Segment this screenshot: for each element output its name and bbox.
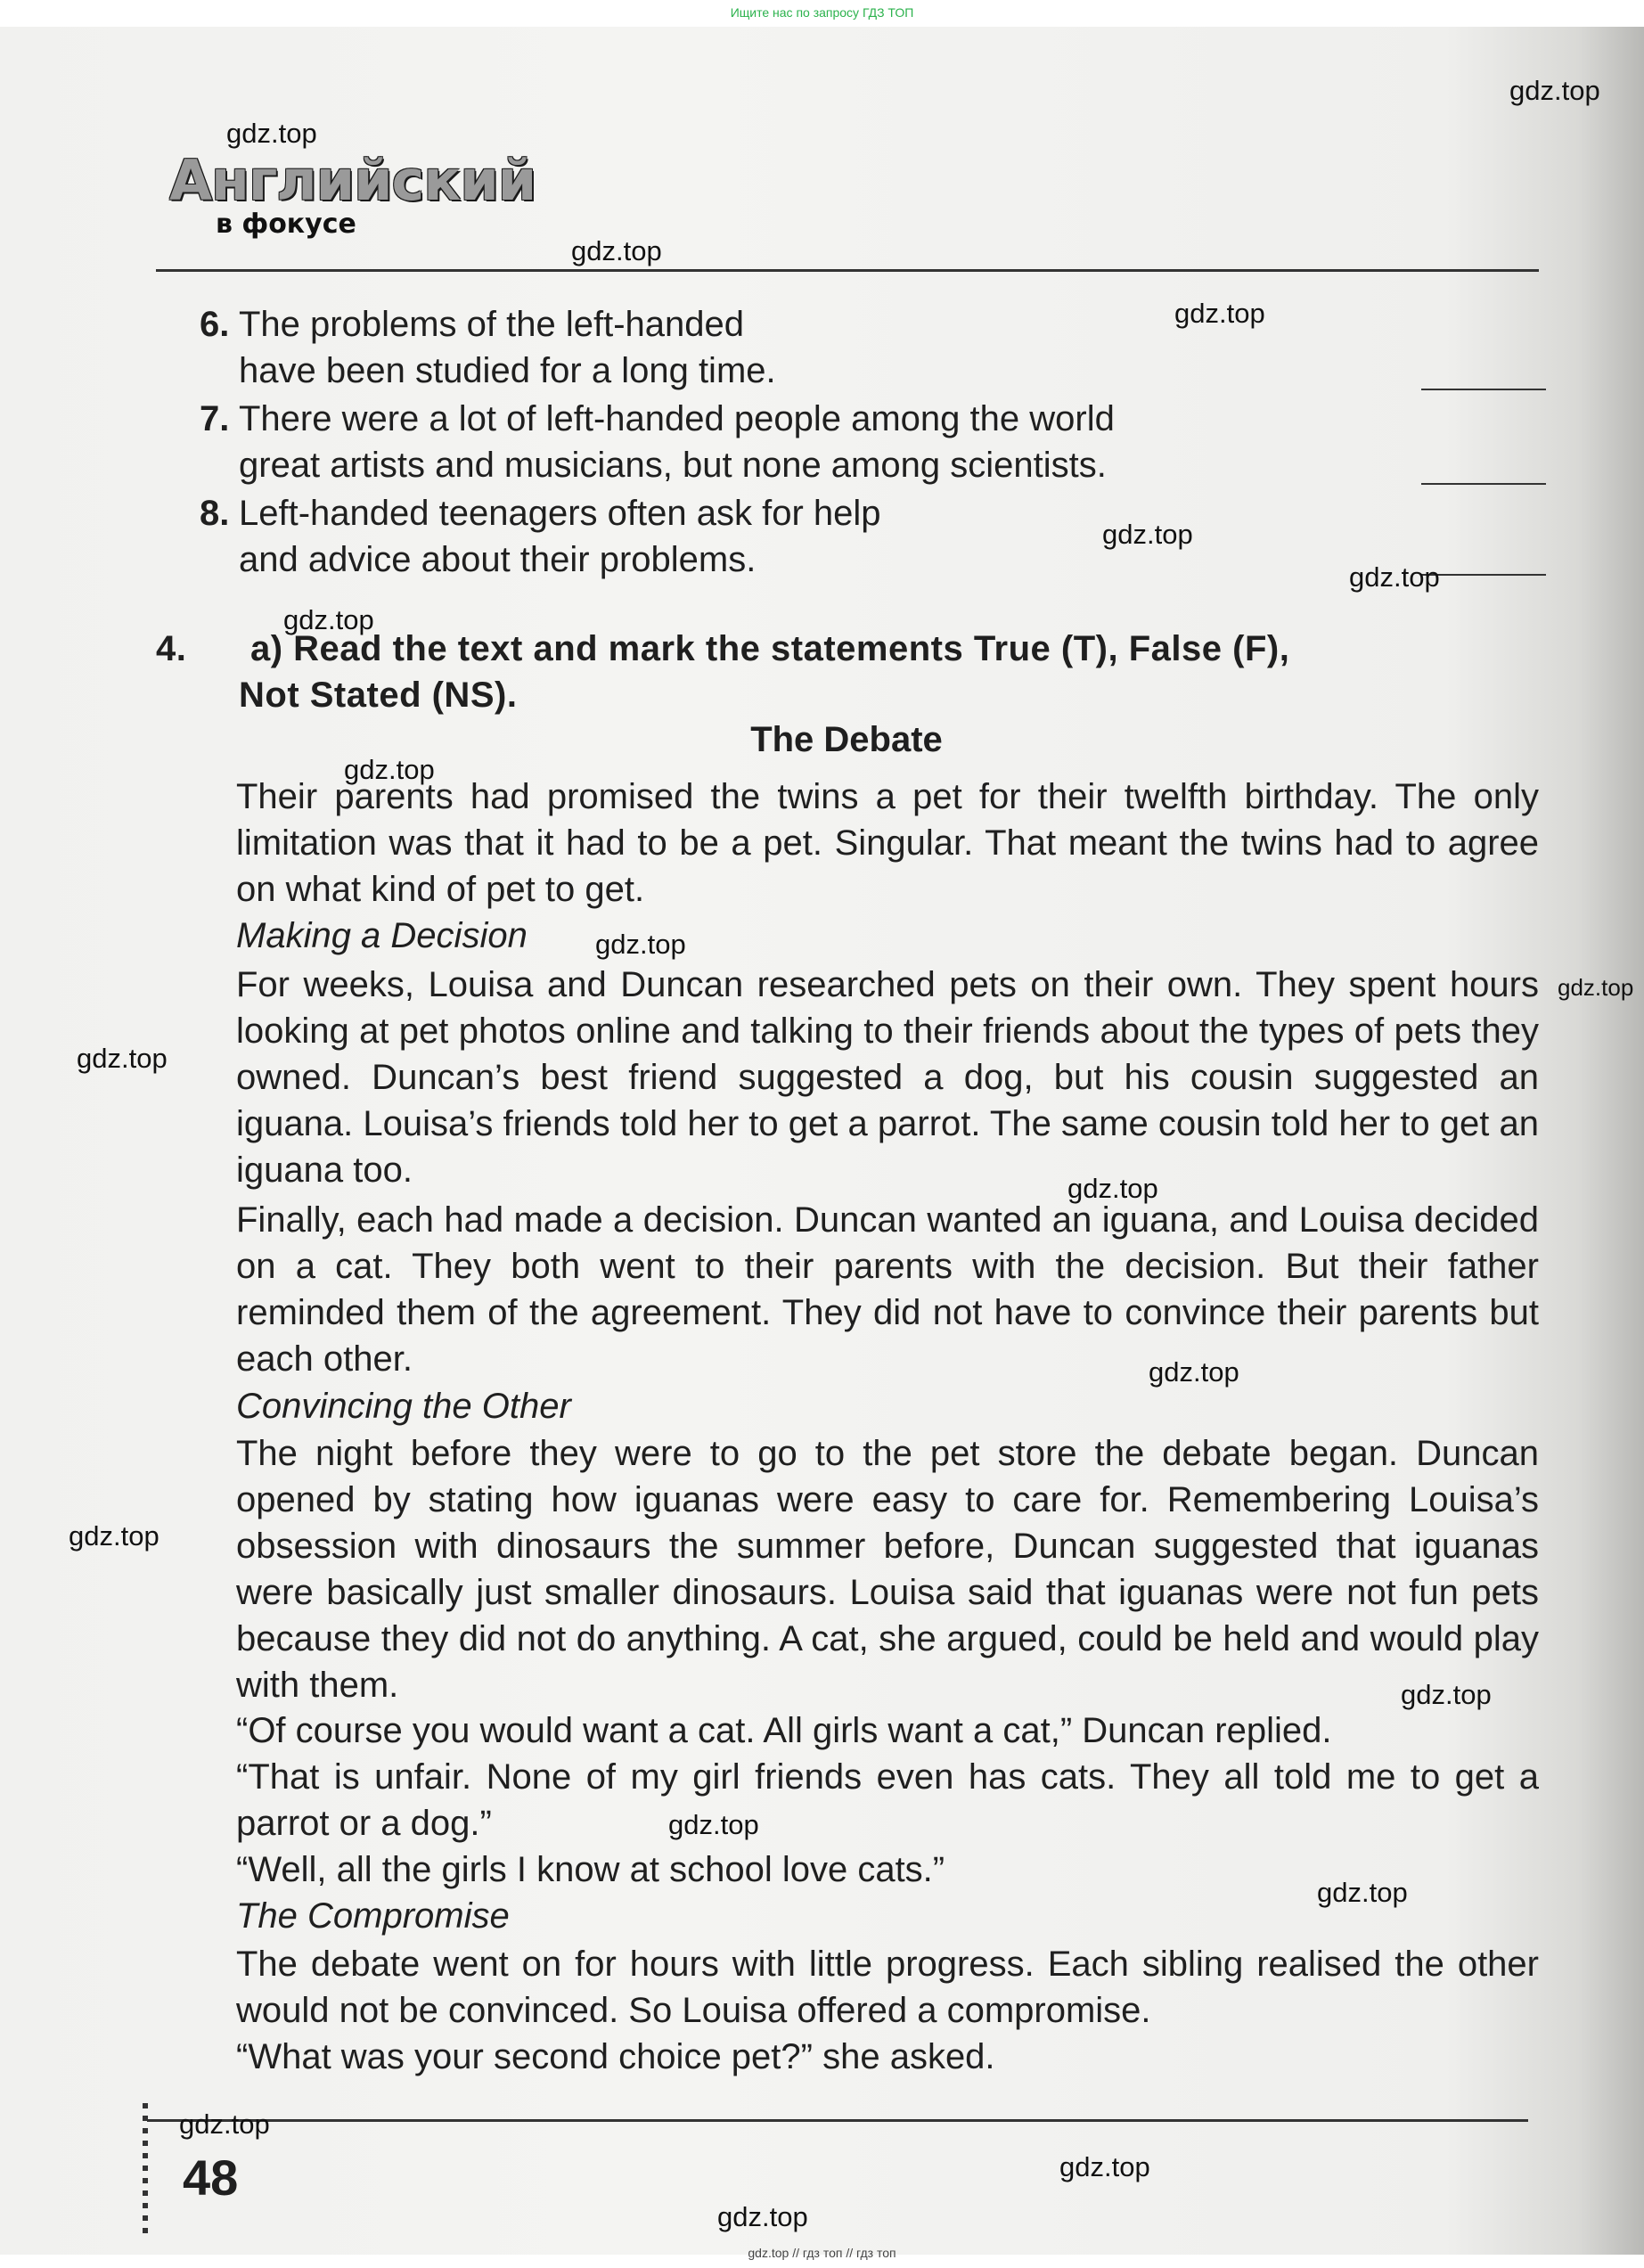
statement-text: and advice about their problems. bbox=[239, 540, 757, 579]
watermark: gdz.top bbox=[179, 2108, 270, 2140]
watermark: gdz.top bbox=[344, 754, 435, 785]
subheading: The Compromise bbox=[236, 1896, 510, 1936]
footer-rule bbox=[147, 2119, 1528, 2122]
watermark: gdz.top bbox=[1317, 1877, 1408, 1908]
paragraph: For weeks, Louisa and Duncan researched pets on their own. They spent hours looking at pet photos online and talking to their friends about the types of pets they owned. Duncan’s best friend suggested a dog, but his cousin suggested an iguana. Louisa’s friends told her to get a parrot. The same cousin told her to get an iguana too. bbox=[236, 965, 1539, 1190]
watermark: gdz.top bbox=[1349, 561, 1440, 593]
paragraph: “Well, all the girls I know at school love cats.” bbox=[236, 1850, 945, 1889]
statement-number: 6. bbox=[200, 305, 230, 344]
watermark: gdz.top bbox=[571, 235, 662, 266]
watermark: gdz.top bbox=[69, 1520, 159, 1552]
watermark: gdz.top bbox=[595, 929, 686, 960]
page-edge-dots bbox=[143, 2103, 148, 2237]
watermark: gdz.top bbox=[1149, 1356, 1239, 1388]
statement-text: Left-handed teenagers often ask for help bbox=[239, 494, 881, 533]
answer-line[interactable] bbox=[1421, 389, 1546, 390]
page-number: 48 bbox=[183, 2149, 239, 2206]
watermark: gdz.top bbox=[1401, 1679, 1492, 1710]
paragraph: Finally, each had made a decision. Duncan wanted an iguana, and Louisa decided on a cat. They both went to their parents with the decision. But their father reminded them of the agreement. They did not have to convince their parents but each other. bbox=[236, 1200, 1539, 1379]
subheading: Making a Decision bbox=[236, 916, 528, 955]
paragraph: The debate went on for hours with little progress. Each sibling realised the other would not be convinced. So Louisa offered a compromise. bbox=[236, 1945, 1539, 2030]
answer-line[interactable] bbox=[1421, 574, 1546, 576]
watermark: gdz.top bbox=[1509, 75, 1600, 106]
statement-number: 7. bbox=[200, 399, 230, 438]
watermark: gdz.top bbox=[226, 118, 317, 149]
task-text: a) Read the text and mark the statements True (T), False (F), bbox=[249, 629, 1290, 668]
header-rule bbox=[156, 269, 1539, 272]
logo-subtitle: в фокусе bbox=[216, 209, 356, 240]
watermark: gdz.top bbox=[283, 604, 374, 635]
watermark: gdz.top bbox=[1174, 298, 1265, 329]
statement-text: great artists and musicians, but none among scientists. bbox=[239, 446, 1107, 485]
paragraph: “That is unfair. None of my girl friends even has cats. They all told me to get a parrot or a dog.” bbox=[236, 1757, 1539, 1843]
statement-text: The problems of the left-handed bbox=[239, 305, 745, 344]
logo-title: Английский bbox=[169, 148, 536, 213]
watermark: gdz.top bbox=[1067, 1173, 1158, 1204]
paragraph: Their parents had promised the twins a pet for their twelfth birthday. The only limitation was that it had to be a pet. Singular. That meant the twins had to agree on what kind of pet to get. bbox=[236, 777, 1539, 909]
paragraph: The night before they were to go to the pet store the debate began. Duncan opened by stating how iguanas were easy to care for. Remembering Louisa’s obsession with dinosaurs the summer before, Duncan suggested that iguanas were basically just smaller dinosaurs. Louisa said that iguanas were not fun pets because they did not do anything. A cat, she argued, could be held and would play with them. bbox=[236, 1434, 1539, 1705]
textbook-logo bbox=[169, 148, 536, 248]
statement-number: 8. bbox=[200, 494, 230, 533]
statement-7 bbox=[200, 396, 1546, 488]
article-title: The Debate bbox=[750, 720, 943, 759]
answer-line[interactable] bbox=[1421, 483, 1546, 485]
paragraph: “What was your second choice pet?” she asked. bbox=[236, 2037, 995, 2076]
task-text-cont: Not Stated (NS). bbox=[239, 675, 518, 715]
watermark: gdz.top bbox=[717, 2201, 808, 2232]
statement-text: There were a lot of left-handed people among the world bbox=[239, 399, 1115, 438]
bottom-banner: gdz.top // гдз топ // гдз топ bbox=[748, 2246, 896, 2260]
watermark: gdz.top bbox=[1102, 519, 1193, 550]
watermark: gdz.top bbox=[1558, 974, 1634, 1001]
statement-6 bbox=[200, 301, 1546, 394]
subheading: Convincing the Other bbox=[236, 1387, 571, 1426]
watermark: gdz.top bbox=[668, 1809, 759, 1840]
paragraph: “Of course you would want a cat. All girls want a cat,” Duncan replied. bbox=[236, 1711, 1332, 1750]
top-banner: Ищите нас по запросу ГДЗ ТОП bbox=[730, 5, 914, 20]
statement-text: have been studied for a long time. bbox=[239, 351, 776, 390]
watermark: gdz.top bbox=[77, 1043, 168, 1074]
task-number: 4. bbox=[156, 629, 187, 668]
watermark: gdz.top bbox=[1059, 2151, 1150, 2182]
